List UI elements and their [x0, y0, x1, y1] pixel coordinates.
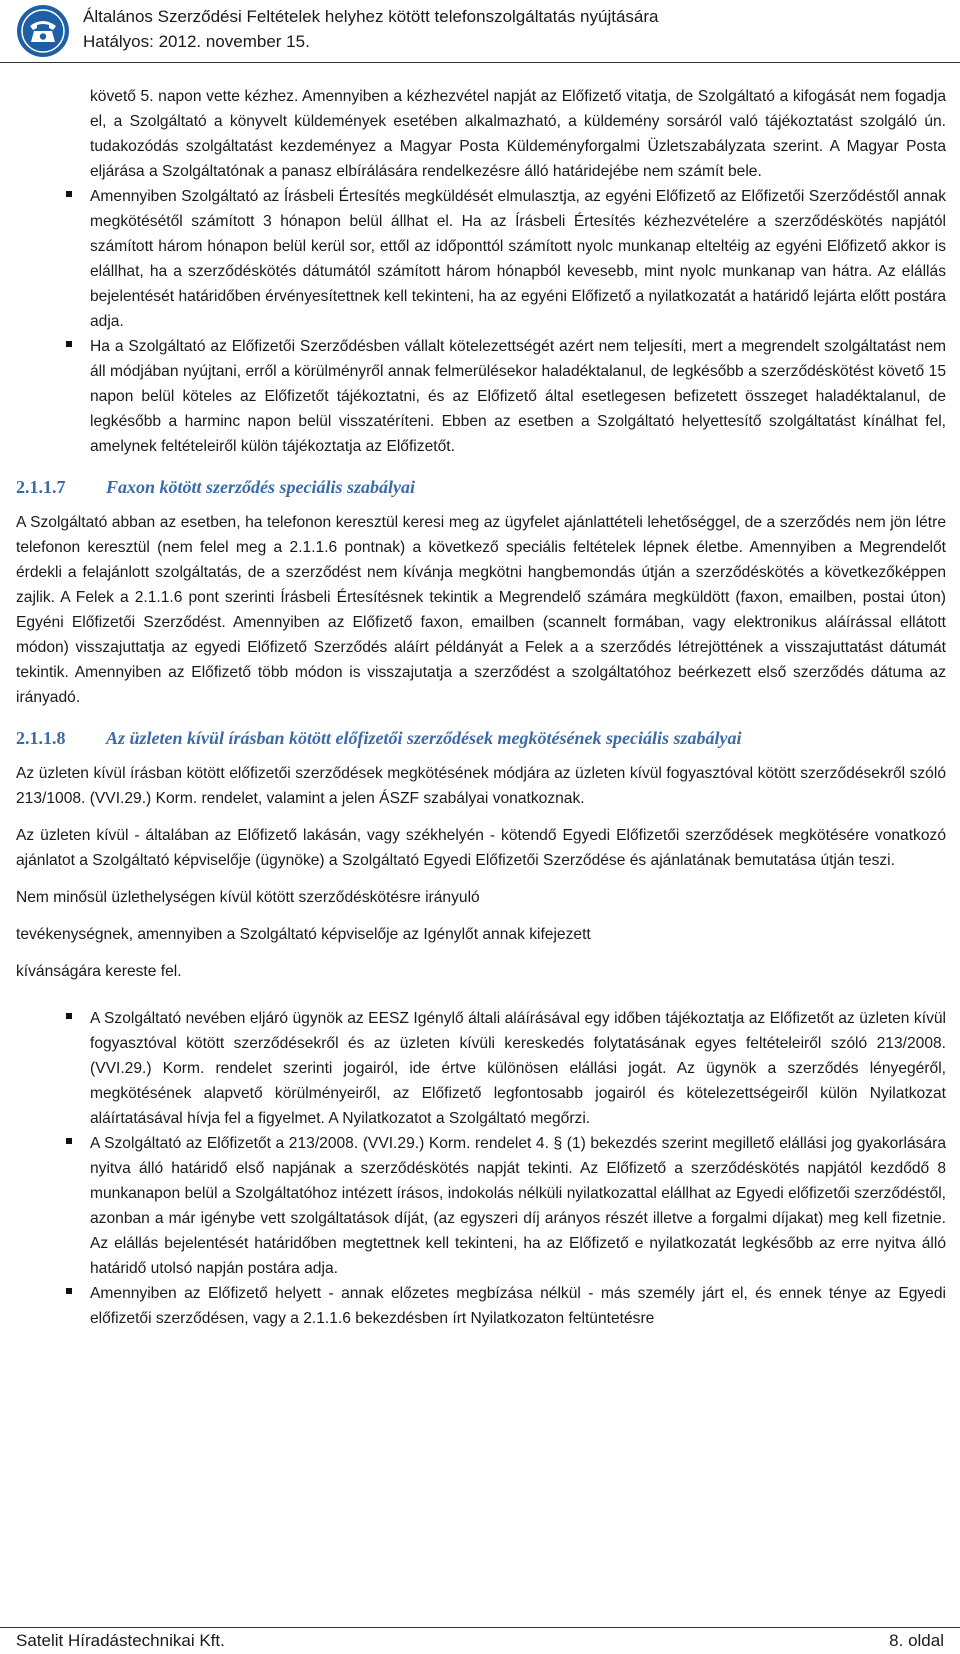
list-item-text: A Szolgáltató nevében eljáró ügynök az EESZ Igénylő általi aláírásával egy időben tájékoztatja az Előfizetőt az üzleten kívül fogyasztóval kötött szerződésekről és az üzleten kívüli kereskedés folytatásának egyes feltételeiről szóló 213/2008. (VVI.29.) Korm. rendelet szerinti jogairól, ide értve különösen elállási jogát. Az ügynök a szerződés lényegéről, megkötésének alapvető körülményeiről, az Előfizető legfontosabb jogairól és kötelezettségeiről külön Nyilatkozat aláírtatásával hívja fel a figyelmet. A Nyilatkozatot a Szolgáltató megőrzi. — [90, 1010, 946, 1127]
bullet-list-offpremises — [16, 1006, 946, 1331]
bullet-icon — [66, 1013, 72, 1019]
page-content — [16, 84, 946, 1331]
section-paragraph: kívánságára kereste fel. — [16, 963, 182, 980]
section-heading-2-1-1-8 — [16, 726, 946, 751]
bullet-icon — [66, 341, 72, 347]
section-paragraph: Az üzleten kívül - általában az Előfizető lakásán, vagy székhelyén - kötendő Egyedi Előfizetői szerződések megkötésére vonatkozó ajánlatot a Szolgáltató képviselője (ügynöke) a Szolgáltató Egyedi Előfizetői Szerződése és ajánlatának bemutatása útján teszi. — [16, 827, 946, 869]
section-title: Az üzleten kívül írásban kötött előfizetői szerződések megkötésének speciális szabályai — [106, 728, 742, 748]
list-item — [16, 1281, 946, 1331]
bullet-icon — [66, 191, 72, 197]
bullet-list-withdrawal — [16, 184, 946, 459]
bullet-icon — [66, 1138, 72, 1144]
document-title: Általános Szerződési Feltételek helyhez kötött telefonszolgáltatás nyújtására — [83, 7, 659, 26]
section-paragraph: tevékenységnek, amennyiben a Szolgáltató képviselője az Igénylőt annak kifejezett — [16, 926, 591, 943]
bullet-icon — [66, 1288, 72, 1294]
effective-date: Hatályos: 2012. november 15. — [83, 32, 310, 51]
list-item-text: Amennyiben az Előfizető helyett - annak előzetes megbízása nélkül - más személy járt el, és ennek ténye az Egyedi előfizetői szerződésen, vagy a 2.1.1.6 bekezdésben írt Nyilatkozaton feltüntetésre — [90, 1285, 946, 1327]
section-number: 2.1.1.8 — [16, 728, 66, 748]
list-item-text: Ha a Szolgáltató az Előfizetői Szerződésben vállalt kötelezettségét azért nem teljesíti, mert a megrendelt szolgáltatást nem áll módjában nyújtani, erről a körülményről annak felmerülésekor haladéktalanul, de legkésőbb a szerződéskötést követő 15 napon belül köteles az Előfizetőt tájékoztatni, és az Előfizető által esetlegesen befizetett összeget haladéktalanul, de legkésőbb a harminc napon belül visszatéríteni. Ebben az esetben a Szolgáltató helyettesítő szolgáltatást kínálhat fel, amelynek feltételeiről külön tájékoztatja az Előfizetőt. — [90, 338, 946, 455]
header-text — [83, 4, 659, 54]
section-paragraph: Nem minősül üzlethelységen kívül kötött szerződéskötésre irányuló — [16, 889, 480, 906]
list-item — [16, 1131, 946, 1281]
section-paragraph: A Szolgáltató abban az esetben, ha telefonon keresztül keresi meg az ügyfelet ajánlattételi lehetőséggel, de a szerződés nem jön létre telefonon keresztül (nem felel meg a 2.1.1.6 pontnak) a következő speciális feltételek lépnek életbe. Amennyiben a Megrendelőt érdekli a felajánlott szolgáltatás, de a szerződést nem kívánja megkötni hangbemondás útján a szerződéskötés a következőképpen zajlik. A Felek a 2.1.1.6 pont szerinti Írásbeli Értesítésnek tekintik a Megrendelő számára megküldött (faxon, emailben, postai úton) Egyéni Előfizetői Szerződést. Amennyiben az Előfizető faxon, emailben (scannelt formában, vagy elektronikus aláírással ellátott módon) visszajuttatja az egyedi Előfizető Szerződés aláírt példányát a Felek a a szerződés létrejöttének a visszajuttatást dátumát tekintik. Amennyiben az Előfizető több módon is visszajutatja a szerződést a szolgáltatóhoz beérkezett első szerződés dátuma az irányadó. — [16, 514, 946, 706]
list-item-text: Amennyiben Szolgáltató az Írásbeli Értesítés megküldését elmulasztja, az egyéni Előfizető az Előfizetői Szerződéstől annak megkötésétől számított 3 hónapon belül állhat el. Ha az Írásbeli Értesítés kézhezvételére a szerződéskötés napjától számított három hónapon belül kerül sor, ettől az időponttól számított nyolc munkanap elteltéig az egyéni Előfizető akkor is elállhat, ha a szerződéskötés dátumától számított három hónapból kevesebb, mint nyolc munkanap van hátra. Az elállás bejelentését határidőben érvényesítettnek kell tekinteni, ha az egyéni Előfizető a nyilatkozatát a határidő lejárta előtt postára adja. — [90, 188, 946, 330]
section-paragraph: Az üzleten kívül írásban kötött előfizetői szerződések megkötésének módjára az üzleten kívül fogyasztóval kötött szerződésekről szóló 213/1008. (VVI.29.) Korm. rendelet, valamint a jelen ÁSZF szabályai vonatkoznak. — [16, 765, 946, 807]
telephone-icon — [16, 4, 70, 58]
section-number: 2.1.1.7 — [16, 477, 66, 497]
list-item — [16, 1006, 946, 1131]
continued-paragraph: követő 5. napon vette kézhez. Amennyiben a kézhezvétel napját az Előfizető vitatja, de Szolgáltató a kifogását nem fogadja el, a Szolgáltató a könyvelt küldemények esetében alkalmazható, a küldemény sorsáról való tájékoztatást szolgáló ún. tudakozódás szolgáltatást kezdeményez a Magyar Posta Küldeményforgalmi Üzletszabályzata szerint. A Magyar Posta eljárása a Szolgáltatónak a panasz elbírálására rendelkezésre álló határidejébe nem számít bele. — [90, 88, 946, 180]
list-item — [16, 334, 946, 459]
section-heading-2-1-1-7 — [16, 475, 946, 500]
list-item-text: A Szolgáltató az Előfizetőt a 213/2008. (VVI.29.) Korm. rendelet 4. § (1) bekezdés szerint megillető elállási jog gyakorlására nyitva álló határidő első napjának a szerződéskötés napját tekinti. Az Előfizető a szerződéskötés napjától kezdődő 8 munkanapon belül a Szolgáltatóhoz intézett írásos, indokolás nélküli nyilatkozattal elállhat az Egyedi előfizetői szerződéstől, azonban a már igénybe vett szolgáltatások díját, (az egyszeri díj arányos részét illetve a forgalmi díjakat) meg kell fizetnie. Az elállás bejelentését határidőben megtettnek kell tekinteni, ha az Előfizető e nyilatkozatát legkésőbb az erre nyitva álló határidő utolsó napján postára adja. — [90, 1135, 946, 1277]
header-divider — [0, 62, 960, 63]
page-header — [0, 0, 960, 62]
page-number: 8. oldal — [889, 1631, 944, 1650]
footer-divider — [0, 1627, 960, 1628]
footer-company: Satelit Híradástechnikai Kft. — [16, 1631, 225, 1650]
section-title: Faxon kötött szerződés speciális szabályai — [106, 477, 416, 497]
list-item — [16, 184, 946, 334]
